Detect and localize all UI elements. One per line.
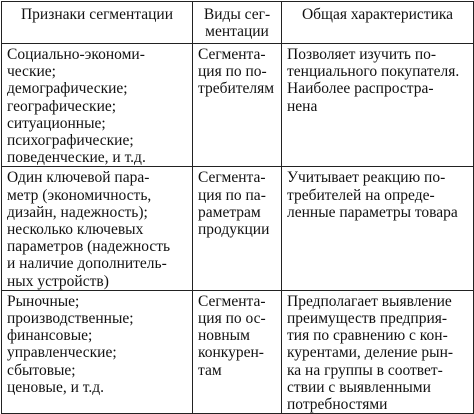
table-row xyxy=(2,167,474,290)
table-cell: Социально-экономи- ческие; демографические; географические; ситуационные; психографические; поведенческие, и т.д. xyxy=(2,44,193,167)
table-cell: Предполагает выявление преимуществ предприя- тия по сравнению с кон- курентами, деление рын- ка на группы в соответ- ствии с выявленными потребностями xyxy=(282,290,474,413)
table-row xyxy=(2,290,474,413)
table-cell: Сегмента- ция по па- раметрам продукции xyxy=(193,167,282,290)
table-cell: Рыночные; производственные; финансовые; управленческие; сбытовые; ценовые, и т.д. xyxy=(2,290,193,413)
table-cell: Один ключевой пара- метр (экономичность, дизайн, надежность); несколько ключевых параметров (надежность и наличие дополнитель- ных устройств) xyxy=(2,167,193,290)
table-cell: Сегмента- ция по по- требителям xyxy=(193,44,282,167)
table-row xyxy=(2,44,474,167)
header-cell-criteria: Признаки сегментации xyxy=(2,2,193,44)
header-cell-types: Виды сег- ментации xyxy=(193,2,282,44)
segmentation-table xyxy=(1,1,474,414)
table-cell: Сегмента- ция по ос- новным конкурен- там xyxy=(193,290,282,413)
table-cell: Учитывает реакцию по- требителей на опреде- ленные параметры товара xyxy=(282,167,474,290)
table-header-row xyxy=(2,2,474,44)
header-cell-description: Общая характеристика xyxy=(282,2,474,44)
table-cell: Позволяет изучить по- тенциального покупателя. Наиболее распростра- нена xyxy=(282,44,474,167)
